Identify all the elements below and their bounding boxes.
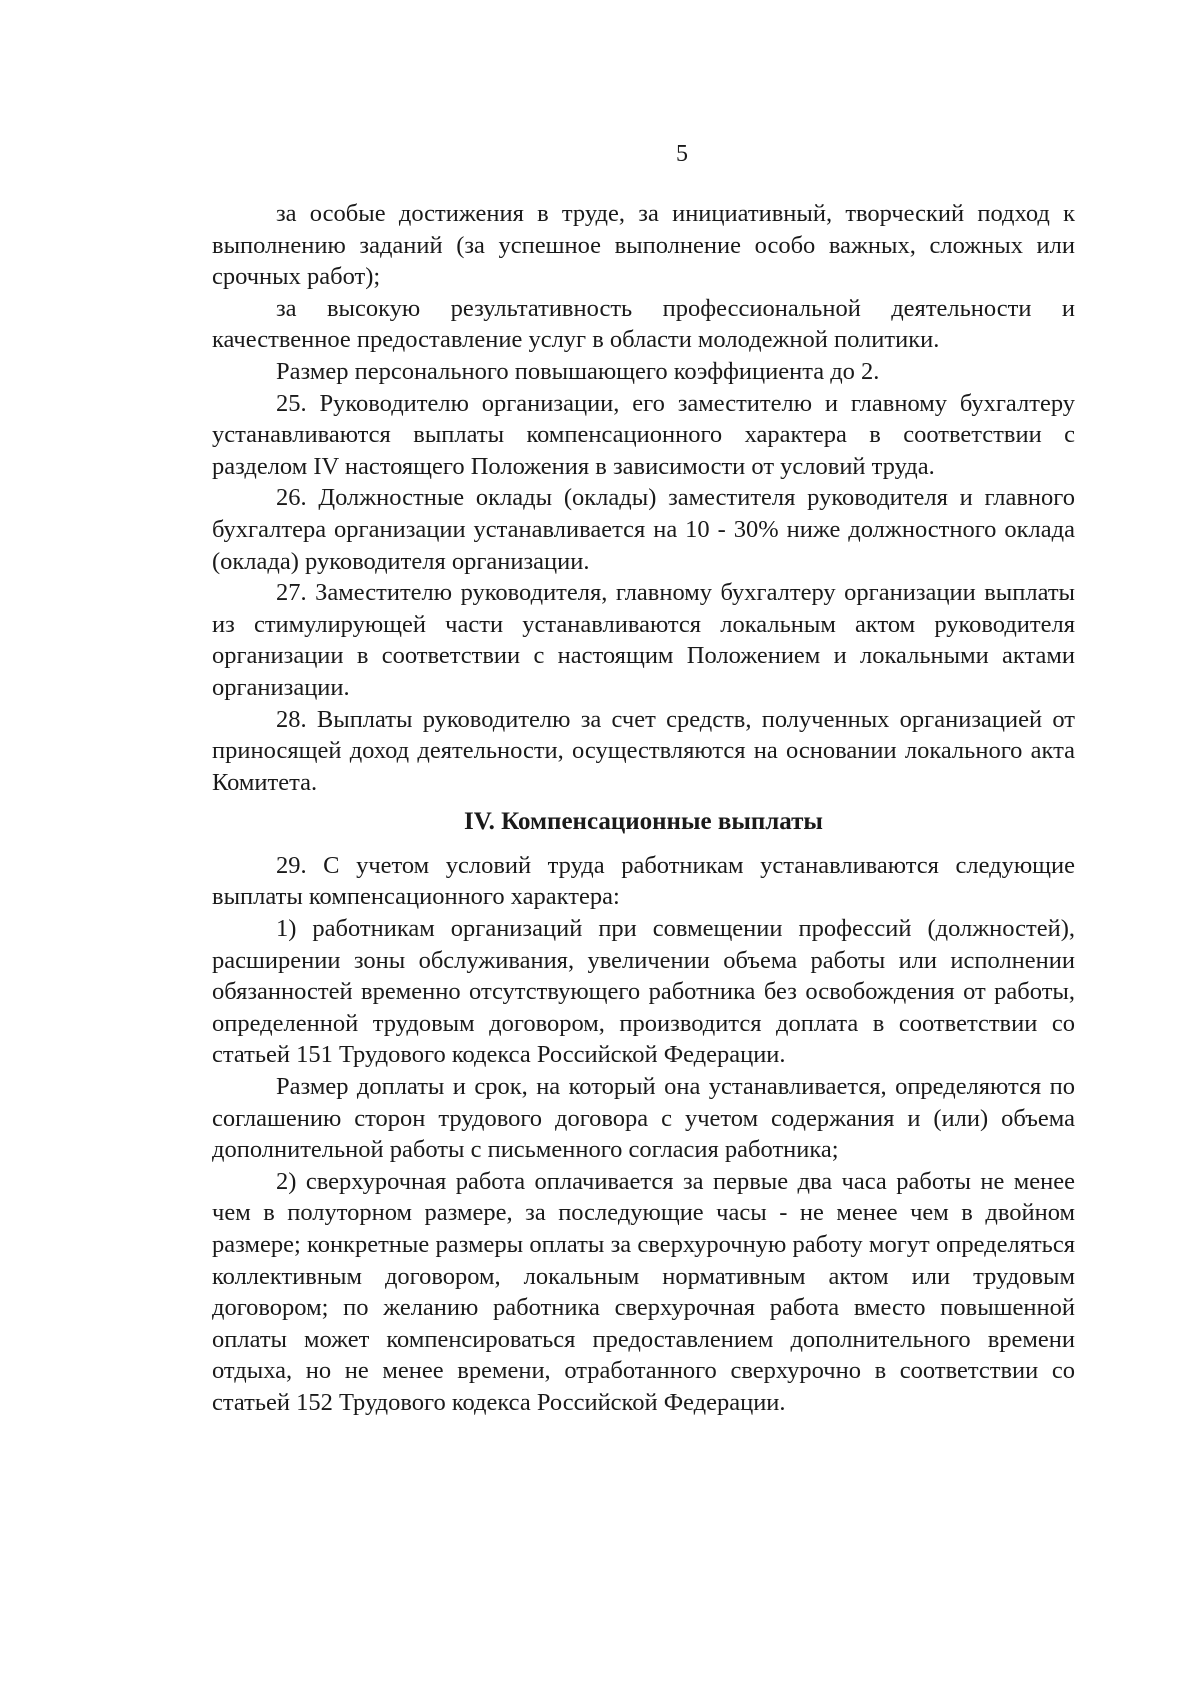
document-body xyxy=(212,198,1075,1419)
paragraph-item-26: 26. Должностные оклады (оклады) заместителя руководителя и главного бухгалтера организации устанавливается на 10 - 30% ниже должностного оклада (оклада) руководителя организации. xyxy=(212,484,1075,575)
paragraph-subitem-2: 2) сверхурочная работа оплачивается за первые два часа работы не менее чем в полуторном размере, за последующие часы - не менее чем в двойном размере; конкретные размеры оплаты за сверхурочную работу могут определяться коллективным договором, локальным нормативным актом или трудовым договором; по желанию работника сверхурочная работа вместо повышенной оплаты может компенсироваться предоставлением дополнительного времени отдыха, но не менее времени, отработанного сверхурочно в соответствии со статьей 152 Трудового кодекса Российской Федерации. xyxy=(212,1167,1075,1416)
paragraph-item-25: 25. Руководителю организации, его заместителю и главному бухгалтеру устанавливаются выплаты компенсационного характера в соответствии с разделом IV настоящего Положения в зависимости от условий труда. xyxy=(212,389,1075,480)
paragraph-item-27: 27. Заместителю руководителя, главному бухгалтеру организации выплаты из стимулирующей части устанавливаются локальным актом руководителя организации в соответствии с настоящим Положением и локальными актами организации. xyxy=(212,579,1075,701)
paragraph-coefficient: Размер персонального повышающего коэффициента до 2. xyxy=(276,357,880,385)
paragraph-item-29: 29. С учетом условий труда работникам устанавливаются следующие выплаты компенсационного характера: xyxy=(212,851,1075,911)
paragraph-achievements: за особые достижения в труде, за инициативный, творческий подход к выполнению заданий (за успешное выполнение особо важных, сложных или срочных работ); xyxy=(212,200,1075,291)
paragraph-item-28: 28. Выплаты руководителю за счет средств, полученных организацией от приносящей доход деятельности, осуществляются на основании локального акта Комитета. xyxy=(212,705,1075,796)
paragraph-performance: за высокую результативность профессиональной деятельности и качественное предоставление услуг в области молодежной политики. xyxy=(212,294,1075,354)
section-heading: IV. Компенсационные выплаты xyxy=(464,808,823,836)
paragraph-subitem-1: 1) работникам организаций при совмещении профессий (должностей), расширении зоны обслуживания, увеличении объема работы или исполнении обязанностей временно отсутствующего работника без освобождения от работы, определенной трудовым договором, производится доплата в соответствии со статьей 151 Трудового кодекса Российской Федерации. xyxy=(212,915,1075,1069)
page-number: 5 xyxy=(676,141,688,167)
paragraph-surcharge-size: Размер доплаты и срок, на который она устанавливается, определяются по соглашению сторон трудового договора с учетом содержания и (или) объема дополнительной работы с письменного согласия работника; xyxy=(212,1073,1075,1164)
